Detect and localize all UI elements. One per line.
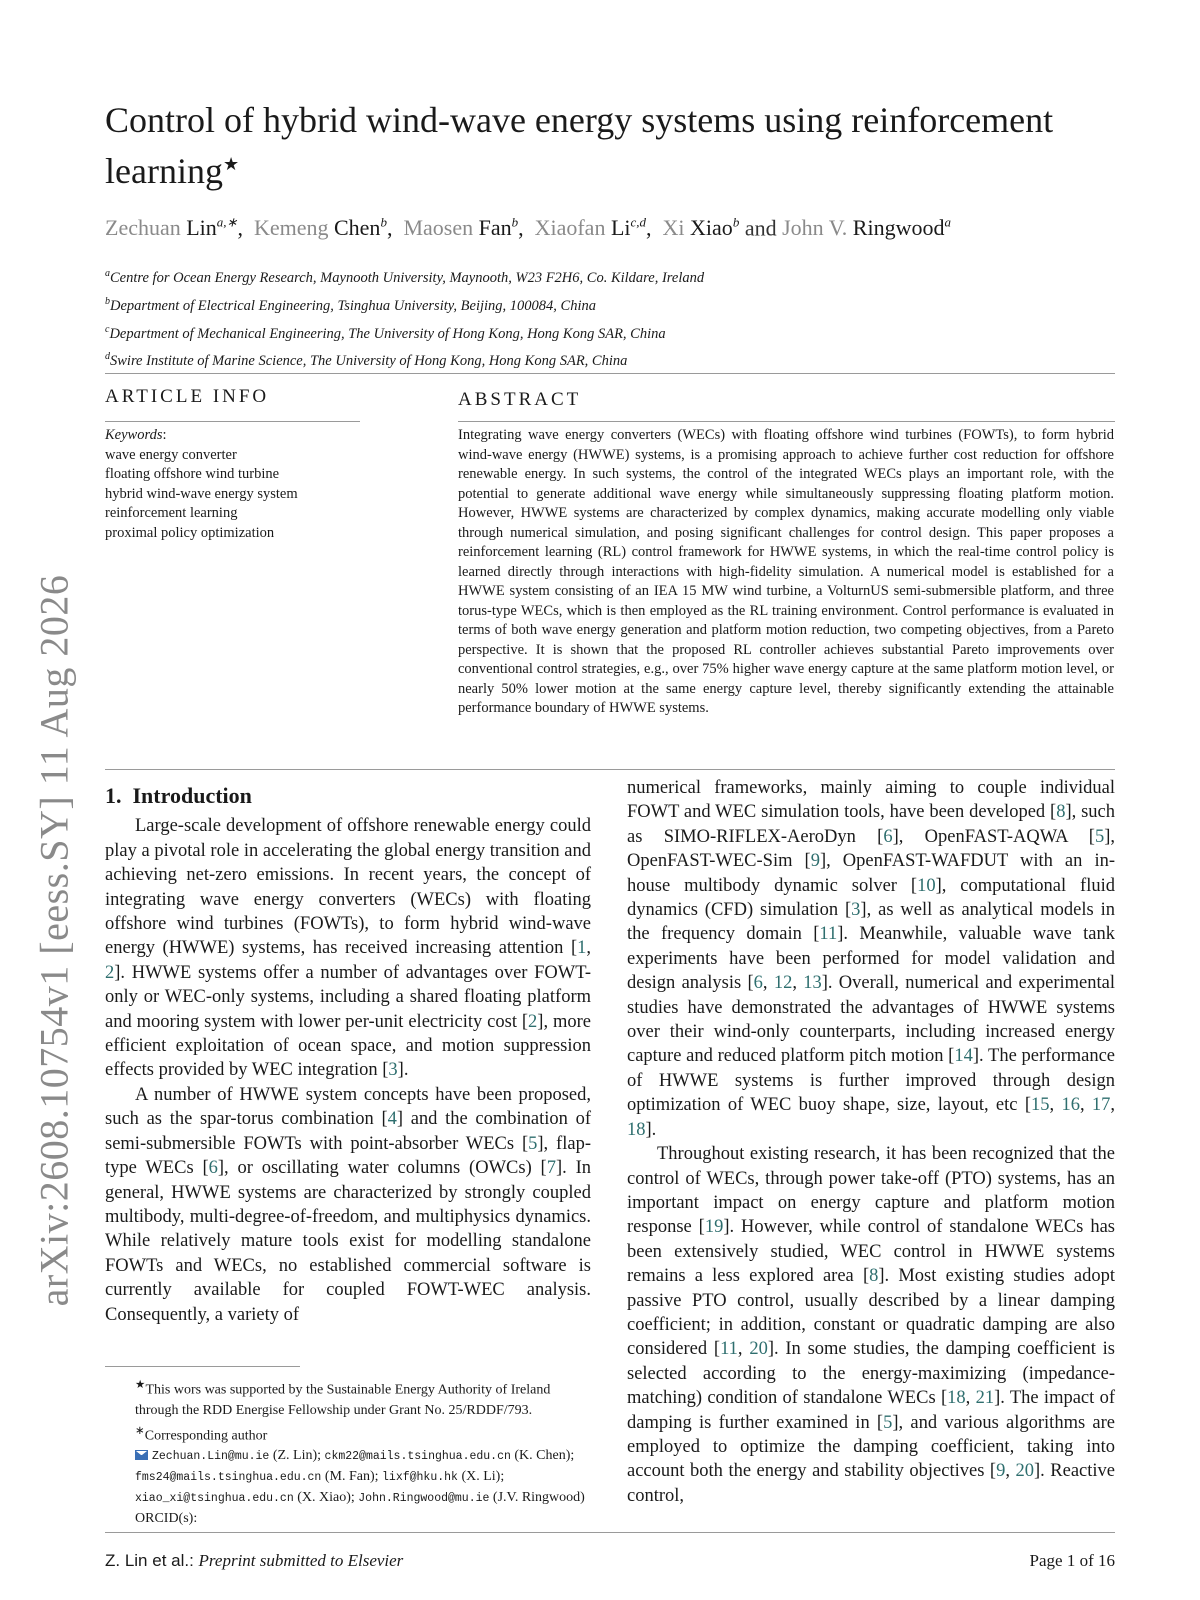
keyword: floating offshore wind turbine [105, 466, 280, 482]
paragraph [105, 814, 591, 1082]
article-info-heading: ARTICLE INFO [105, 386, 270, 407]
paragraph-text: , [792, 973, 804, 994]
citation-link[interactable]: 6 [883, 826, 893, 847]
affiliations [105, 262, 1105, 373]
paragraph-text: ], or oscillating water columns (OWCs) [ [217, 1158, 547, 1179]
affiliation: $^d$Swire Institute of Marine Science, The University of Hong Kong, Hong Kong SAR, China [105, 351, 628, 370]
citation-link[interactable]: 11 [720, 1339, 738, 1360]
paragraph-text: ]. Overall, numerical and experimental studies have demonstrated the advantages of HWWE systems over their wind-only counterparts, including increased energy capture and reduced platform pitch motion [ [627, 973, 1116, 1067]
citation-link[interactable]: 18 [627, 1119, 646, 1140]
paragraph-text: ] and the combination of semi-submersible FOWTs with point-absorber WECs [ [105, 1109, 591, 1154]
email-link[interactable]: ckm22@mails.tsinghua.edu.cn [324, 1450, 511, 1464]
citation-link[interactable]: 3 [851, 900, 861, 921]
citation-link[interactable]: 8 [1056, 802, 1066, 823]
citation-link[interactable]: 20 [749, 1339, 768, 1360]
paragraph [105, 1083, 591, 1327]
header-divider [105, 373, 1115, 374]
authors-conjunction: and [744, 215, 777, 241]
citation-link[interactable]: 2 [105, 962, 115, 983]
keyword: proximal policy optimization [105, 524, 275, 541]
paragraph-text: , [1049, 1095, 1062, 1116]
author[interactable]: Xi Xiao$^b$ [662, 215, 740, 241]
citation-link[interactable]: 9 [810, 851, 820, 872]
corresponding-footnote: ∗Corresponding author [135, 1423, 268, 1444]
citation-link[interactable]: 1 [577, 938, 587, 959]
keyword: wave energy converter [105, 446, 237, 463]
citation-link[interactable]: 12 [773, 973, 793, 994]
paragraph-text: , [586, 938, 591, 959]
paragraph-text: , [737, 1339, 750, 1360]
footer-divider [105, 1532, 1115, 1533]
section-heading: 1. Introduction [105, 783, 252, 808]
paragraph-text: , [1110, 1095, 1116, 1116]
author[interactable]: Kemeng Chen$^b$ [253, 215, 387, 241]
citation-link[interactable]: 5 [883, 1412, 893, 1433]
citation-link[interactable]: 6 [753, 973, 763, 994]
funding-footnote: ★This wors was supported by the Sustainable Energy Authority of Ireland through the RDD Energise Fellowship under Grant No. 25/RDDF/793. [135, 1378, 551, 1418]
citation-link[interactable]: 10 [917, 875, 936, 896]
citation-link[interactable]: 8 [869, 1266, 879, 1287]
paragraph-text: , [1079, 1095, 1092, 1116]
paragraph-text: , [762, 973, 774, 994]
paragraph-text: ], such as SIMO-RIFLEX-AeroDyn [ [627, 802, 1115, 847]
author-list: Zechuan Lin$^{a,∗}$, Kemeng Chen$^b$, Maosen Fan$^b$, Xiaofan Li$^{c,d}$, Xi Xiao$^b$ and John V. Ringwood$^a$ [105, 215, 951, 241]
article-info-divider [105, 421, 360, 422]
mail-icon [135, 1450, 148, 1460]
paragraph-text: , [1005, 1461, 1016, 1482]
citation-link[interactable]: 13 [803, 973, 822, 994]
citation-link[interactable]: 5 [1094, 826, 1105, 847]
paragraph [627, 776, 1115, 1142]
paragraph-text: ], more efficient exploitation of ocean space, and motion suppression effects provided by WEC integration [ [105, 1011, 591, 1081]
paragraph-text: A number of HWWE system concepts have been proposed, such as the spar-torus combination [ [105, 1084, 591, 1130]
citation-link[interactable]: 16 [1061, 1095, 1080, 1116]
arxiv-identifier[interactable]: arXiv:2608.10754v1 [eess.SY] 11 Aug 2026 [31, 574, 77, 1306]
paragraph-text: ]. However, while control of standalone WECs has been extensively studied, WEC control in HWWE systems remains a less explored area [ [627, 1217, 1115, 1287]
right-column [627, 776, 1115, 1508]
author[interactable]: Maosen Fan$^b$ [403, 215, 519, 241]
orcid-footnote: ORCID(s): [135, 1511, 198, 1527]
paragraph-text: ]. Most existing studies adopt passive PTO control, usually described by a linear damping coefficient; in addition, constant or quadratic damping are also considered [ [627, 1266, 1115, 1360]
citation-link[interactable]: 5 [528, 1133, 538, 1154]
paragraph-text: ], OpenFAST-WAFDUT with an in-house multibody dynamic solver [ [627, 851, 1115, 896]
keyword: reinforcement learning [105, 505, 238, 521]
citation-link[interactable]: 3 [388, 1060, 398, 1081]
author[interactable]: Xiaofan Li$^{c,d}$ [534, 215, 647, 241]
footer-citation: Z. Lin et al.: Preprint submitted to Elsevier [105, 1551, 404, 1570]
paragraph-text: ]. HWWE systems offer a number of advantages over FOWT-only or WEC-only systems, including a shared floating platform and mooring system with lower per-unit electricity cost [ [105, 962, 591, 1032]
paragraph-text: ], and various algorithms are employed to optimize the damping coefficient, taking into account both the energy and stability objectives [ [627, 1412, 1115, 1482]
email-link[interactable]: xiao_xi@tsinghua.edu.cn [135, 1492, 294, 1506]
citation-link[interactable]: 2 [528, 1011, 538, 1032]
paragraph-text: ]. The impact of damping is further examined in [ [627, 1388, 1115, 1433]
title-footnote-mark: ★ [222, 154, 240, 174]
footnotes [105, 1375, 590, 1529]
paragraph-text: ]. Reactive control, [627, 1461, 1116, 1506]
paragraph-text: ]. In some studies, the damping coefficient is selected according to the energy-maximizing (impedance-matching) condition of standalone WECs [ [627, 1339, 1116, 1409]
paragraph-text: Throughout existing research, it has been recognized that the control of WECs, through power take-off (PTO) systems, has an important impact on energy capture and platform motion response [ [627, 1144, 1115, 1238]
citation-link[interactable]: 17 [1091, 1095, 1111, 1116]
paragraph-text: ], OpenFAST-AQWA [ [892, 826, 1095, 847]
citation-link[interactable]: 7 [546, 1158, 556, 1179]
citation-link[interactable]: 14 [954, 1046, 973, 1067]
abstract-heading: ABSTRACT [458, 389, 582, 410]
paragraph-text: ], flap-type WECs [ [105, 1133, 591, 1179]
affiliation: $^a$Centre for Ocean Energy Research, Maynooth University, Maynooth, W23 F2H6, Co. Kildare, Ireland [105, 268, 705, 286]
email-link[interactable]: Zechuan.Lin@mu.ie [152, 1450, 270, 1464]
footnote-rule [105, 1366, 300, 1367]
affiliation: $^b$Department of Electrical Engineering, Tsinghua University, Beijing, 100084, China [105, 295, 596, 314]
author[interactable]: John V. Ringwood$^a$ [782, 215, 951, 241]
keywords-block [105, 426, 365, 543]
author[interactable]: Zechuan Lin$^{a,∗}$ [105, 215, 238, 241]
affiliation: $^c$Department of Mechanical Engineering, The University of Hong Kong, Hong Kong SAR, China [105, 323, 666, 342]
arxiv-stamp [24, 570, 84, 1310]
keywords-label: Keywords: [105, 427, 167, 443]
page-footer [105, 1551, 1115, 1571]
paragraph-text: Large-scale development of offshore renewable energy could play a pivotal role in accelerating the global energy transition and achieving net-zero emissions. In recent years, the concept of integrating wave energy converters (WECs) with floating offshore wind turbines (FOWTs), to form hybrid wind-wave energy (HWWE) systems, has received increasing attention [ [105, 816, 591, 959]
paragraph-text: ]. Meanwhile, valuable wave tank experiments have been performed for model validation and design analysis [ [627, 924, 1115, 994]
title-text: Control of hybrid wind-wave energy systems using reinforcement learning [105, 100, 1054, 191]
paper-title [105, 98, 1105, 193]
paragraph [627, 1142, 1115, 1508]
email-link[interactable]: fms24@mails.tsinghua.edu.cn [135, 1471, 322, 1485]
abstract-divider [458, 421, 1115, 422]
citation-link[interactable]: 18 [947, 1388, 966, 1409]
citation-link[interactable]: 15 [1030, 1095, 1050, 1116]
paragraph-text: ], OpenFAST-WEC-Sim [ [627, 826, 1115, 872]
abstract-text: Integrating wave energy converters (WECs) with floating offshore wind turbines (FOWTs), to form hybrid wind-wave energy (HWWE) systems, is a promising approach to achieve further cost reduction for offshore renewable energy. In such systems, the control of the integrated WECs plays an important role, with the potential to generate additional wave energy while simultaneously suppressing floating platform motion. However, HWWE systems are characterized by complex dynamics, making accurate modelling only viable through numerical simulation, and posing significant challenges for control design. This paper proposes a reinforcement learning (RL) control framework for HWWE systems, in which the real-time control policy is learned directly through interactions with high-fidelity simulation. A numerical model is established for a HWWE system consisting of an IEA 15 MW wind turbine, a VolturnUS semi-submersible platform, and three torus-type WECs, which is then employed as the RL training environment. Control performance is evaluated in terms of both wave energy generation and platform motion reduction, two competing objectives, from a Pareto perspective. It is shown that the proposed RL controller achieves substantial Pareto improvements over conventional control strategies, e.g., over 75% higher wave energy capture at the same platform motion level, or nearly 50% lower motion at the same energy capture level, thereby significantly extending the attainable performance boundary of HWWE systems. [458, 427, 1114, 716]
email-link[interactable]: John.Ringwood@mu.ie [358, 1492, 490, 1506]
citation-link[interactable]: 19 [704, 1217, 724, 1238]
citation-link[interactable]: 21 [975, 1388, 995, 1409]
paragraph-text: numerical frameworks, mainly aiming to couple individual FOWT and WEC simulation tools, have been developed [ [627, 778, 1115, 823]
abstract-end-divider [105, 769, 1115, 770]
email-link[interactable]: lixf@hku.hk [382, 1471, 458, 1485]
paragraph-text: ]. In general, HWWE systems are characterized by strongly coupled multibody, multi-degree-of-freedom, and multiphysics dynamics. While relatively mature tools exist for modelling standalone FOWTs and WECs, no established commercial software is currently available for coupled FOWT-WEC analysis. Consequently, a variety of [105, 1158, 592, 1325]
citation-link[interactable]: 4 [387, 1109, 397, 1130]
email-footnote: Zechuan.Lin@mu.ie (Z. Lin); ckm22@mails.tsinghua.edu.cn (K. Chen); fms24@mails.tsinghua.edu.cn (M. Fan); lixf@hku.hk (X. Li); xiao_xi@tsinghua.edu.cn (X. Xiao); John.Ringwood@mu.ie (J.V. Ringwood) [135, 1448, 585, 1506]
page-number: Page 1 of 16 [1029, 1551, 1115, 1570]
citation-link[interactable]: 6 [208, 1158, 218, 1179]
paragraph-text: , [965, 1388, 976, 1409]
paragraph-text: ]. [645, 1119, 657, 1140]
citation-link[interactable]: 9 [996, 1461, 1006, 1482]
paragraph-text: ], as well as analytical models in the frequency domain [ [627, 900, 1115, 945]
citation-link[interactable]: 11 [819, 924, 838, 945]
paragraph-text: ]. The performance of HWWE systems is further improved through design optimization of WEC buoy shape, size, layout, etc [ [627, 1046, 1115, 1116]
left-column [105, 784, 591, 1327]
paragraph-text: ]. [397, 1060, 409, 1081]
paragraph-text: ], computational fluid dynamics (CFD) simulation [ [627, 875, 1116, 921]
keyword: hybrid wind-wave energy system [105, 485, 298, 502]
citation-link[interactable]: 20 [1015, 1461, 1034, 1482]
